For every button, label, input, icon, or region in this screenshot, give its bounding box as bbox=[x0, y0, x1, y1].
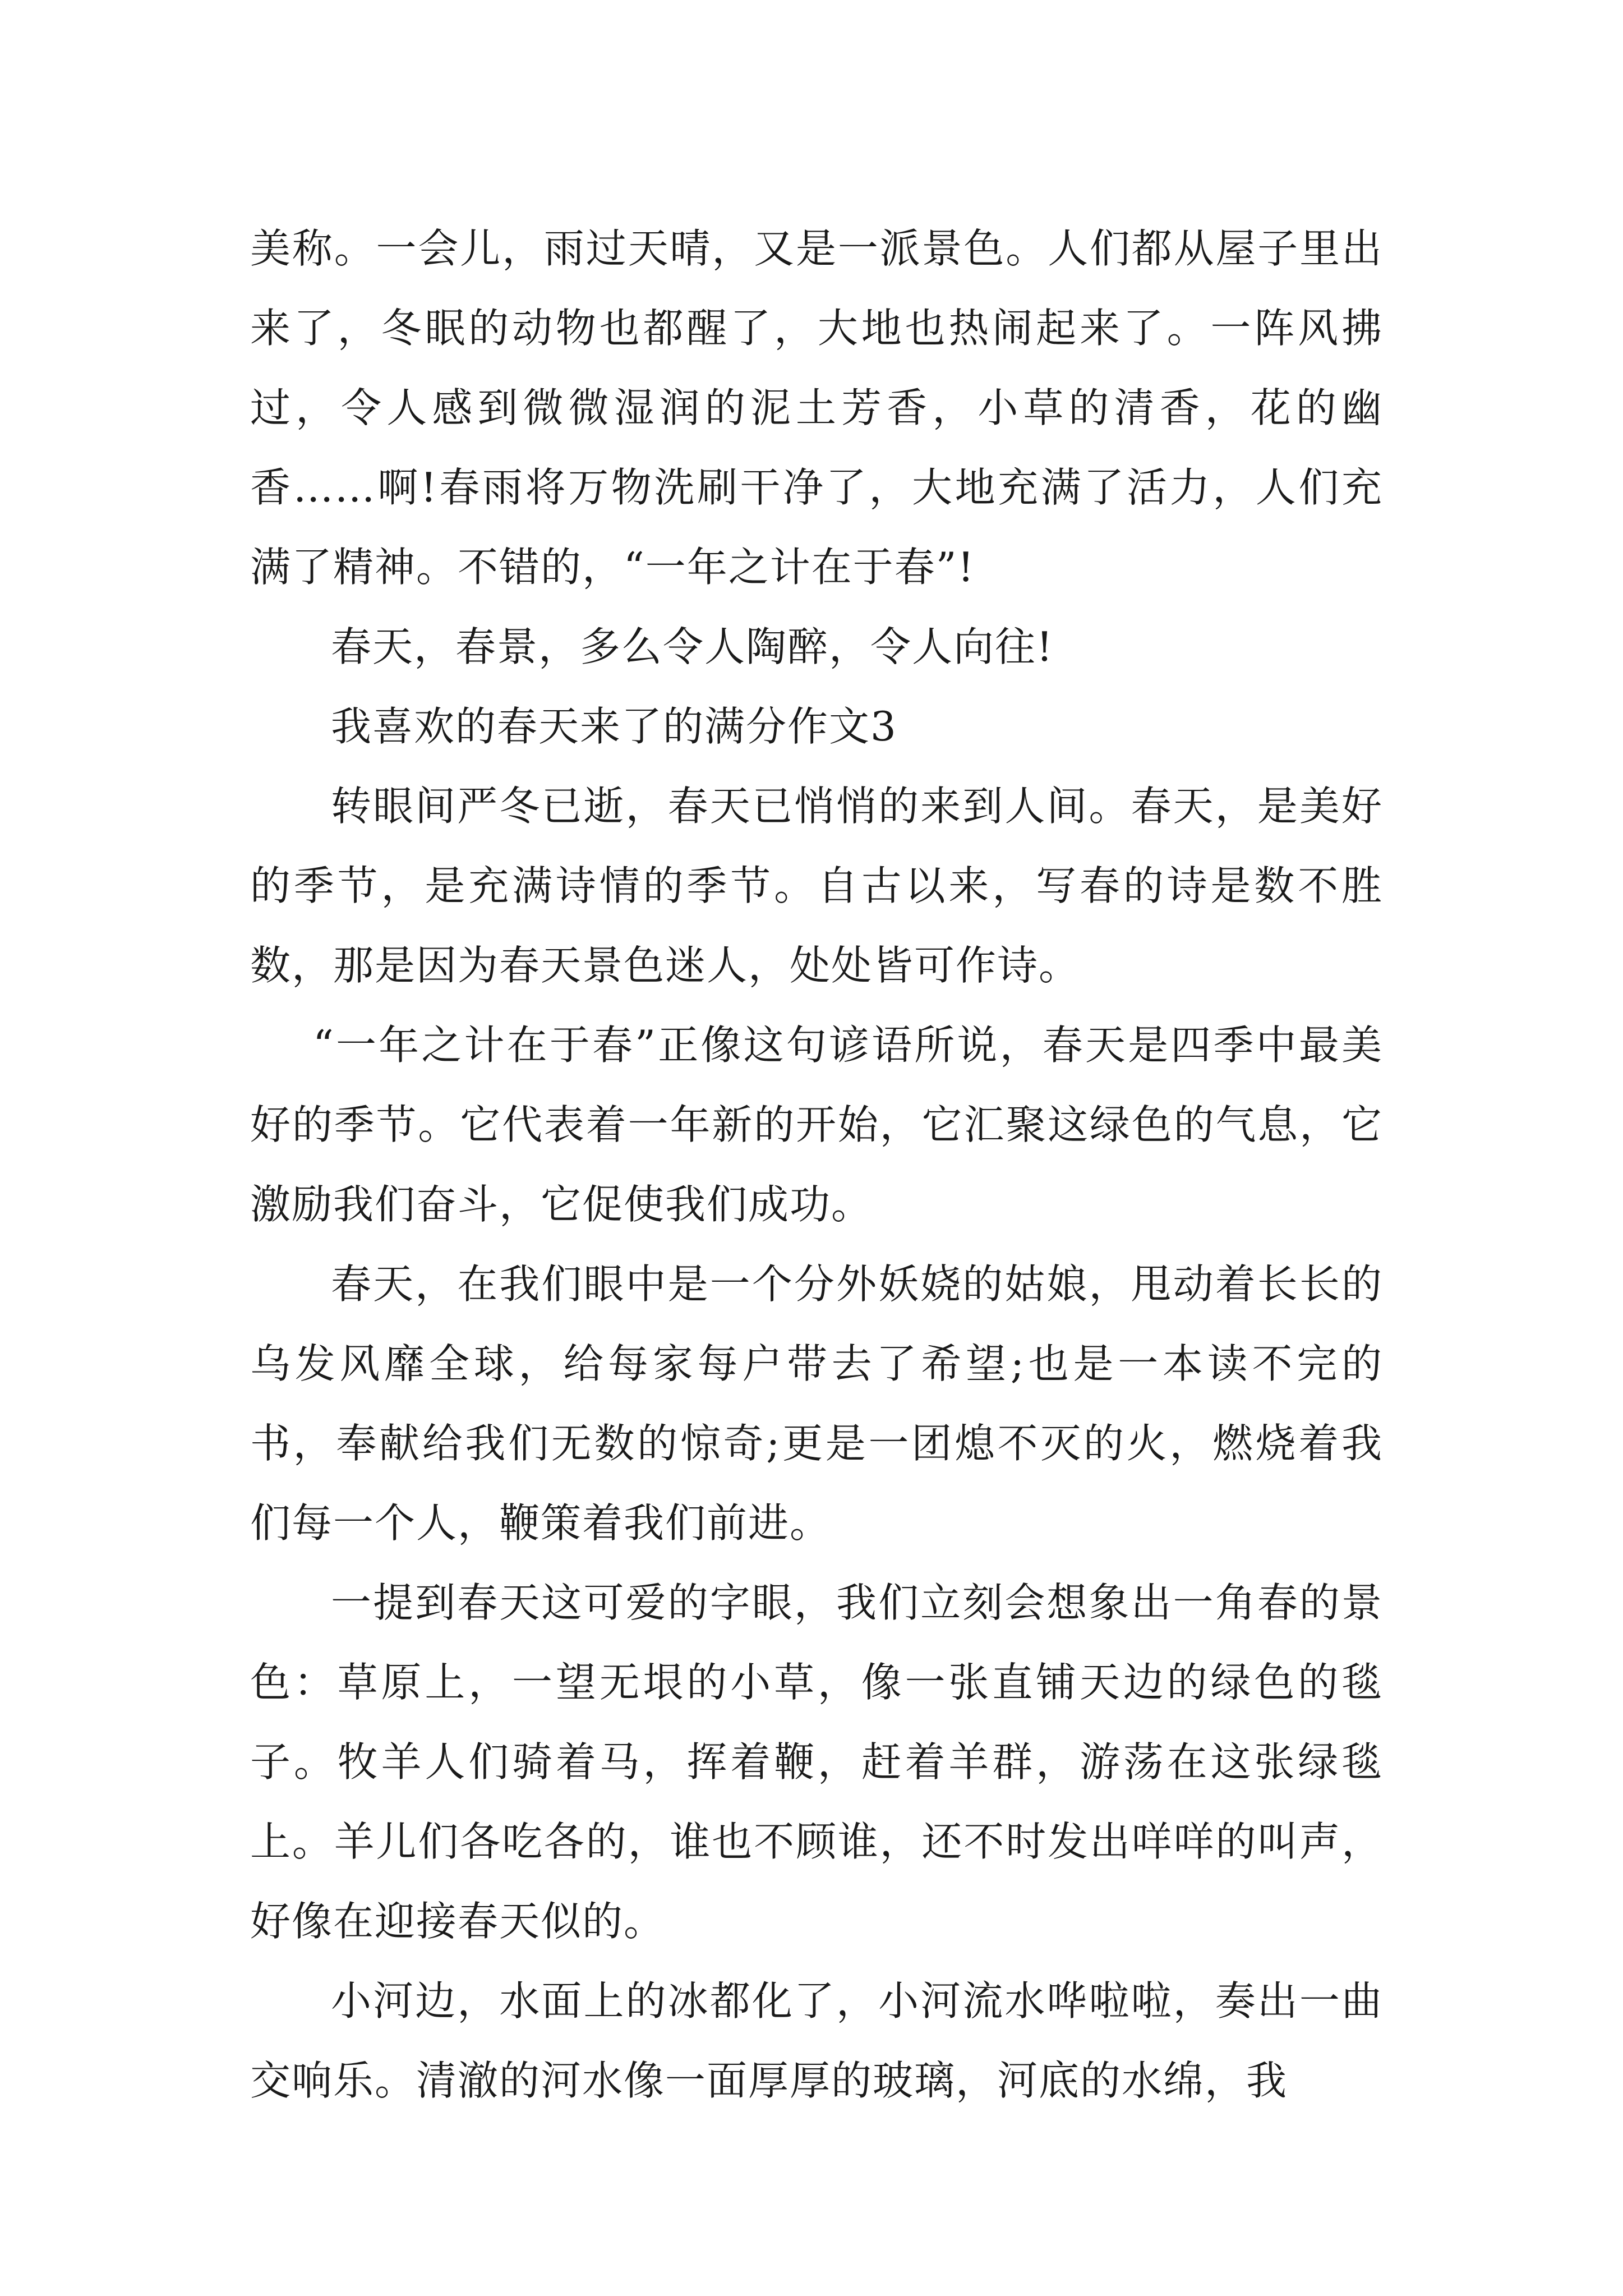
essay-title: 我喜欢的春天来了的满分作文3 bbox=[331, 703, 897, 750]
paragraph: 转眼间严冬已逝，春天已悄悄的来到人间。春天，是美好的季节，是充满诗情的季节。自古以来，写春的诗是数不胜数，那是因为春天景色迷人，处处皆可作诗。 bbox=[250, 783, 1383, 989]
paragraph-continued: 美称。一会儿，雨过天晴，又是一派景色。人们都从屋子里出来了，冬眠的动物也都醒了，大地也热闹起来了。一阵风拂过，令人感到微微湿润的泥土芳香，小草的清香，花的幽香……啊!春雨将万物洗刷干净了，大地充满了活力，人们充满了精神。不错的，“一年之计在于春”! bbox=[250, 225, 1383, 591]
paragraph-spring-scene: 春天，春景，多么令人陶醉，令人向往! bbox=[331, 623, 1054, 670]
paragraph: “一年之计在于春”正像这句谚语所说，春天是四季中最美好的季节。它代表着一年新的开始，它汇聚这绿色的气息，它激励我们奋斗，它促使我们成功。 bbox=[250, 1022, 1383, 1228]
paragraph-truncated: 小河边，水面上的冰都化了，小河流水哗啦啦，奏出一曲交响乐。清澈的河水像一面厚厚的玻璃，河底的水绵，我 bbox=[250, 1977, 1383, 2104]
paragraph: 春天，在我们眼中是一个分外妖娆的姑娘，甩动着长长的乌发风靡全球，给每家每户带去了希望;也是一本读不完的书，奉献给我们无数的惊奇;更是一团熄不灭的火，燃烧着我们每一个人，鞭策着我们前进。 bbox=[250, 1260, 1383, 1547]
paragraph: 一提到春天这可爱的字眼，我们立刻会想象出一角春的景色：草原上，一望无垠的小草，像一张直铺天边的绿色的毯子。牧羊人们骑着马，挥着鞭，赶着羊群，游荡在这张绿毯上。羊儿们各吃各的，谁也不顾谁，还不时发出咩咩的叫声，好像在迎接春天似的。 bbox=[250, 1579, 1383, 1945]
document-body bbox=[250, 209, 1383, 2120]
